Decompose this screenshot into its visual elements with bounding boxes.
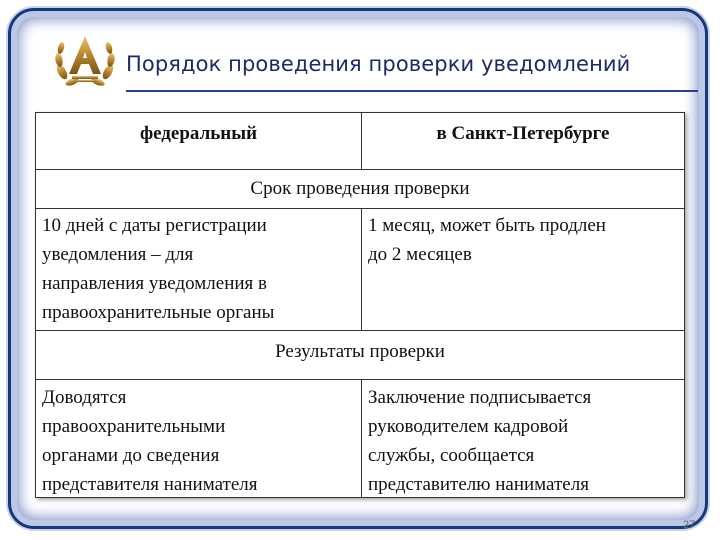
title-underline bbox=[126, 90, 698, 92]
comparison-table bbox=[35, 112, 685, 498]
laurel-emblem-icon bbox=[52, 30, 118, 92]
section-results-title: Результаты проверки bbox=[275, 341, 445, 362]
table-divider bbox=[36, 169, 684, 170]
header-federal: федеральный bbox=[139, 123, 258, 144]
deadline-spb: 1 месяц, может быть продлен до 2 месяцев bbox=[368, 215, 606, 265]
table-divider bbox=[36, 379, 684, 380]
page-number: 27 bbox=[683, 519, 696, 531]
results-federal: Доводятся правоохранительными органами до сведения представителя нанимателя bbox=[42, 387, 258, 495]
slide-title: Порядок проведения проверки уведомлений bbox=[126, 52, 631, 76]
results-spb: Заключение подписывается руководителем кадровой службы, сообщается представителю нанимателя bbox=[368, 387, 592, 495]
section-deadline-title: Срок проведения проверки bbox=[250, 178, 470, 199]
header-saint-petersburg: в Санкт-Петербурге bbox=[436, 123, 610, 144]
deadline-federal: 10 дней с даты регистрации уведомления – для направления уведомления в правоохранительные органы bbox=[42, 215, 275, 323]
table-divider bbox=[36, 208, 684, 209]
table-divider bbox=[36, 330, 684, 331]
